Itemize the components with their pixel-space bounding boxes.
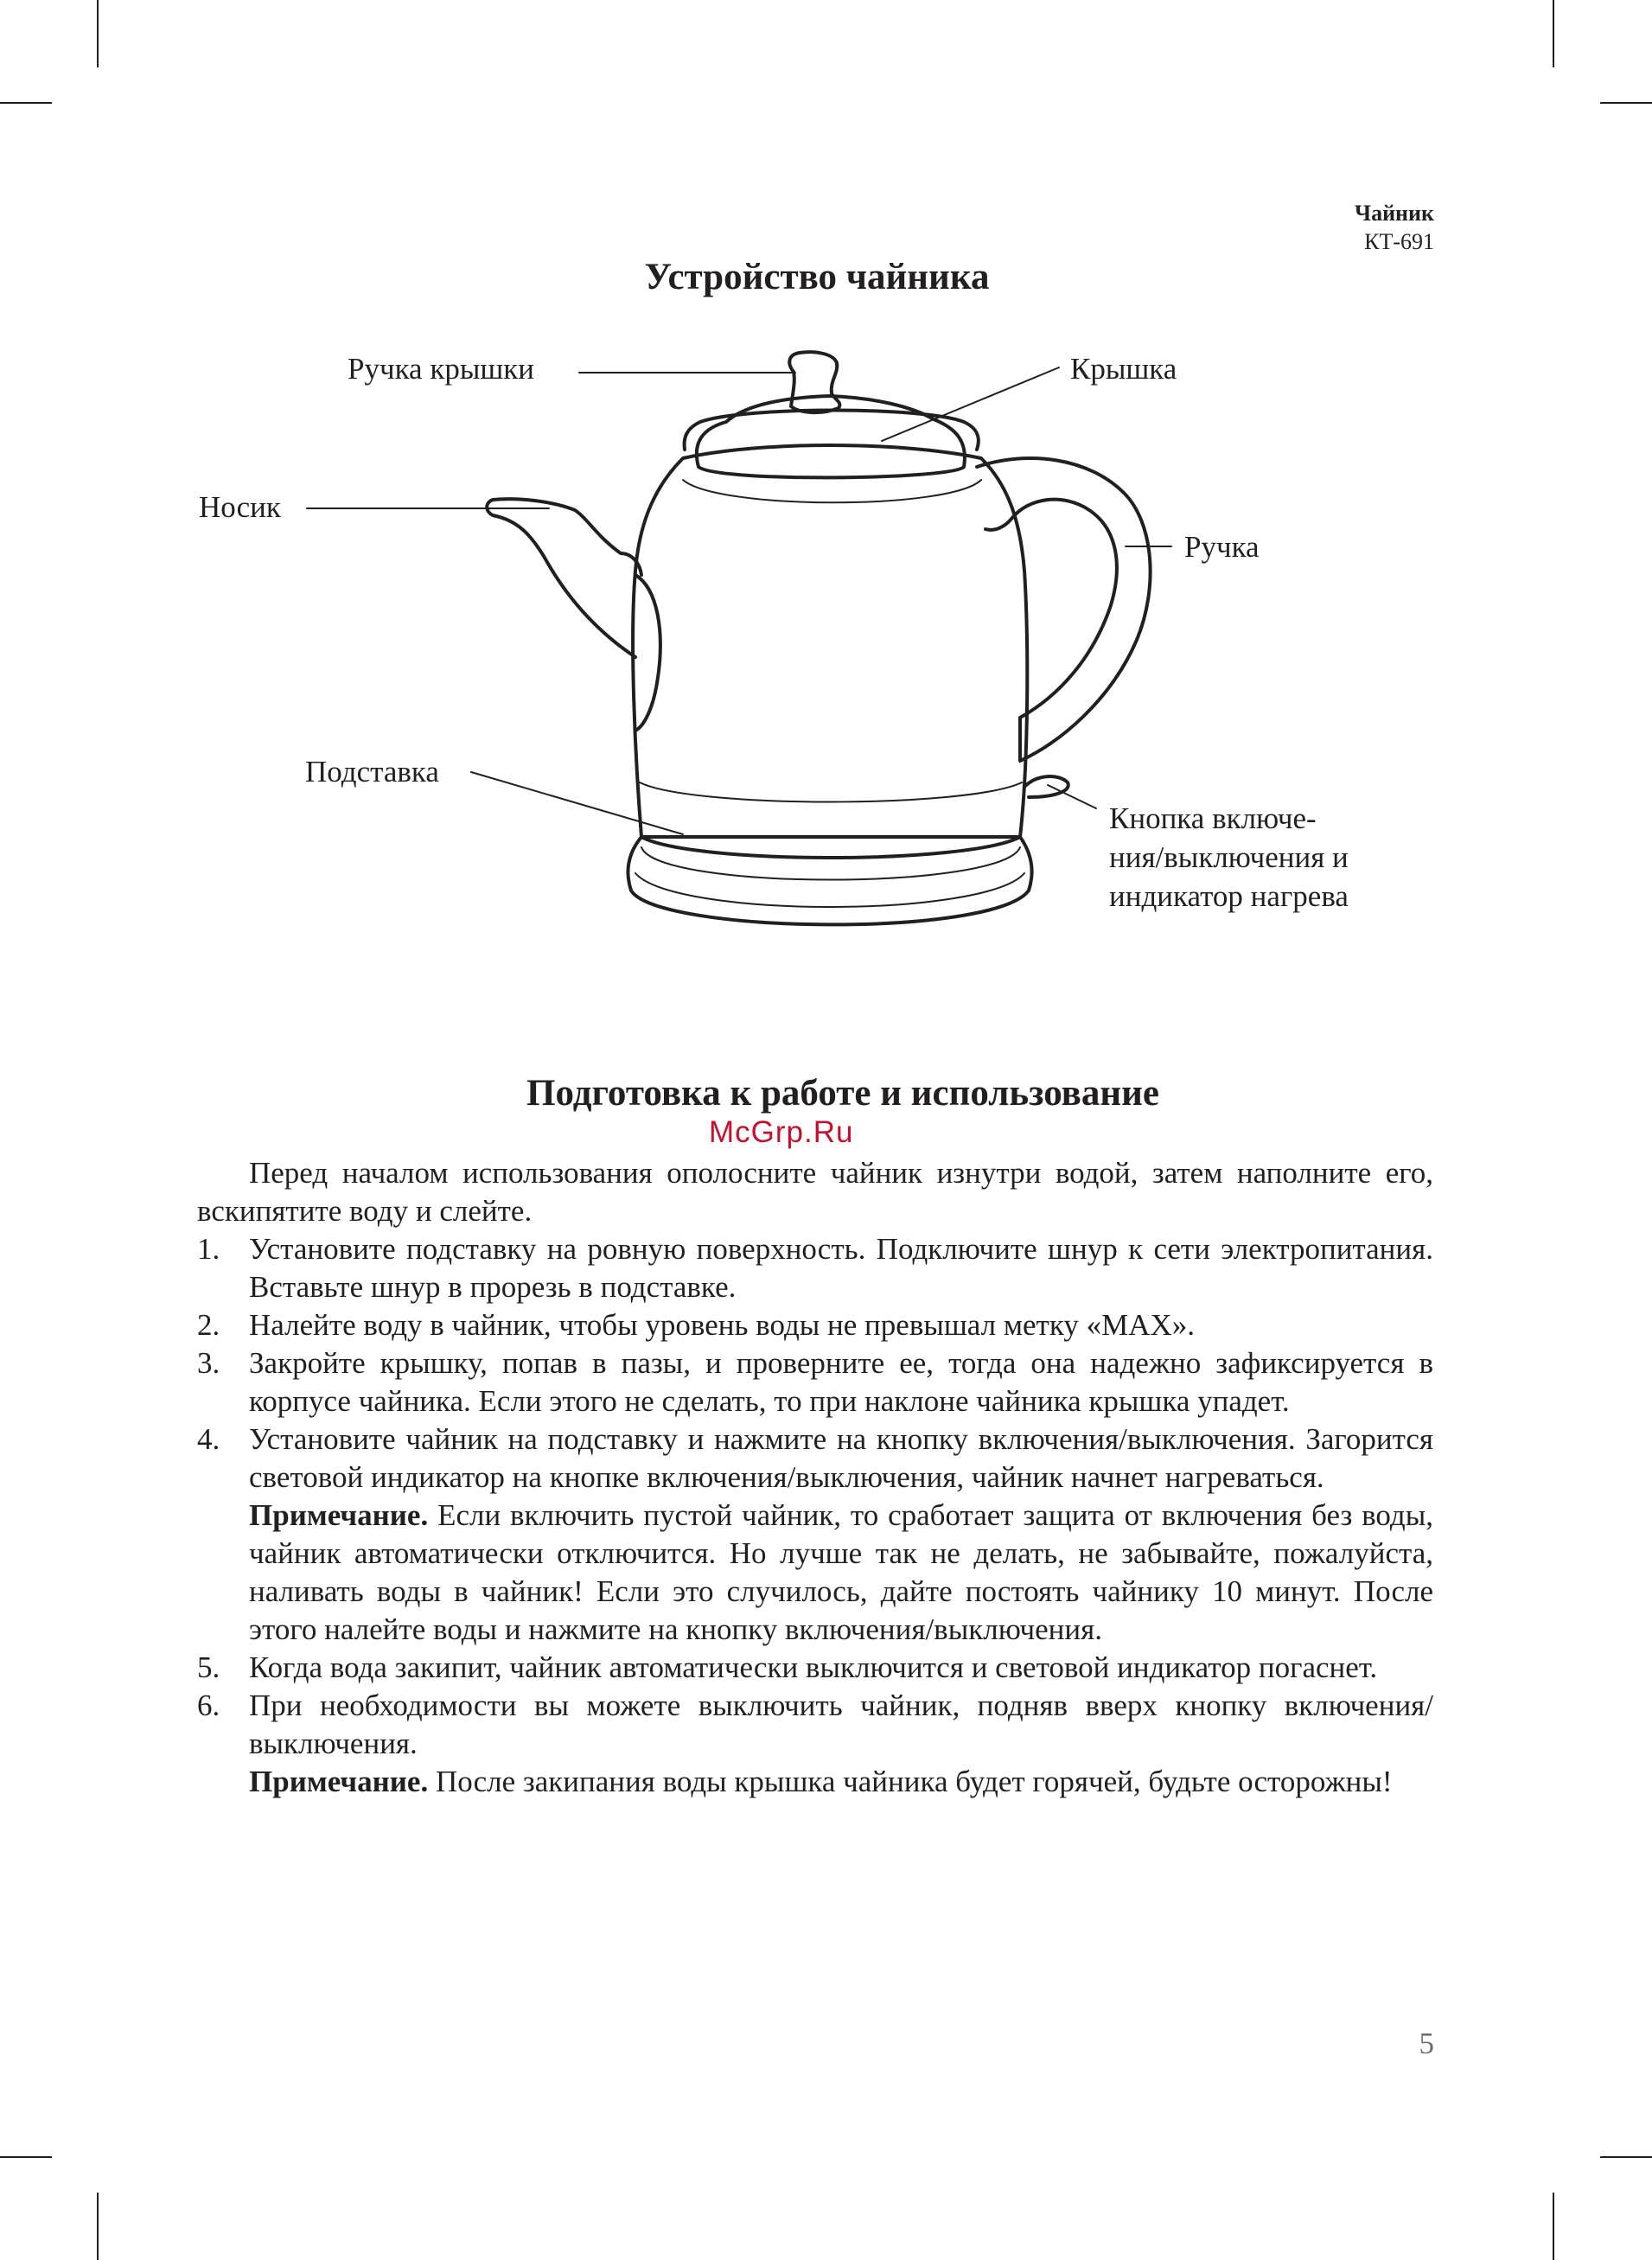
- step-text: Установите чайник на подставку и нажмите на кнопку включения/выключения. Загорится световой индикатор на кнопке включения/выключения, чайник начнет нагреваться.: [249, 1422, 1433, 1494]
- step-text: Закройте крышку, попав в пазы, и проверните ее, тогда она надежно зафиксируется в корпусе чайника. Если этого не сделать, то при наклоне чайника крышка упадет.: [249, 1346, 1433, 1418]
- crop-mark: [1600, 2156, 1652, 2158]
- list-item: [197, 1344, 1433, 1420]
- note-label: Примечание.: [249, 1765, 429, 1798]
- list-item: [197, 1687, 1433, 1801]
- label-button-line: индикатор нагрева: [1109, 879, 1349, 913]
- label-handle: Ручка: [1184, 530, 1260, 564]
- crop-mark: [0, 2156, 52, 2158]
- leader-line: [471, 772, 683, 834]
- label-lid-handle: Ручка крышки: [348, 352, 535, 386]
- step-text: Установите подставку на ровную поверхность. Подключите шнур к сети электропитания. Вставьте шнур в прорезь в подставке.: [249, 1232, 1433, 1304]
- label-base: Подставка: [305, 755, 439, 788]
- label-spout: Носик: [199, 490, 281, 524]
- lid-knob: [789, 352, 839, 412]
- prep-section-body: [197, 1154, 1433, 1801]
- product-name: Чайник: [1354, 201, 1434, 226]
- spout-inner: [635, 575, 660, 731]
- switch-outline: [1024, 776, 1068, 797]
- lid-dome: [697, 396, 965, 477]
- label-button-line: ния/выключения и: [1109, 840, 1349, 874]
- label-button: [1109, 799, 1349, 916]
- note-paragraph: [249, 1763, 1433, 1801]
- device-section-title: Устройство чайника: [644, 257, 990, 297]
- handle-outline: [977, 458, 1151, 761]
- watermark: McGrp.Ru: [709, 1115, 854, 1149]
- step-number: 2.: [197, 1308, 220, 1342]
- intro-paragraph: Перед началом использования ополосните чайник изнутри водой, затем наполните его, вскипятите воду и слейте.: [197, 1156, 1433, 1228]
- note-text: Если включить пустой чайник, то сработает защита от включения без воды, чайник автоматически отключится. Но лучше так не делать, не забывайте, пожалуйста, наливать воды в чайник! Если это случилось, дайте постоять чайнику 10 минут. После этого налейте воды и нажмите на кнопку включения/выключения.: [249, 1498, 1433, 1646]
- page-number: 5: [1419, 2027, 1434, 2060]
- prep-section-title: Подготовка к работе и использование: [526, 1073, 1159, 1114]
- step-number: 1.: [197, 1232, 220, 1266]
- lid-line: [683, 480, 981, 502]
- note-text: После закипания воды крышка чайника будет горячей, будьте осторожны!: [428, 1765, 1393, 1798]
- note-label: Примечание.: [249, 1498, 429, 1532]
- label-lid: Крышка: [1070, 352, 1177, 386]
- leader-line: [882, 367, 1059, 441]
- step-text: Когда вода закипит, чайник автоматически выключится и световой индикатор погаснет.: [249, 1650, 1378, 1684]
- leader-line: [1048, 785, 1096, 808]
- list-item: [197, 1420, 1433, 1649]
- step-number: 4.: [197, 1422, 220, 1456]
- label-button-line: Кнопка включе-: [1109, 801, 1317, 835]
- base-inner-ring: [635, 873, 1024, 907]
- list-item: [197, 1306, 1433, 1344]
- product-model: КТ-691: [1364, 229, 1434, 254]
- step-text: Налейте воду в чайник, чтобы уровень воды не превышал метку «MAX».: [249, 1308, 1196, 1342]
- body-outline: [633, 445, 1027, 858]
- body-band-line: [640, 782, 1022, 802]
- list-item: [197, 1230, 1433, 1306]
- step-number: 3.: [197, 1346, 220, 1380]
- list-item: [197, 1649, 1433, 1687]
- crop-mark: [97, 2193, 99, 2260]
- step-number: 5.: [197, 1650, 220, 1684]
- steps-list: [197, 1230, 1433, 1801]
- spout-outline: [487, 499, 641, 657]
- step-text: При необходимости вы можете выключить чайник, подняв вверх кнопку включения/выключения.: [249, 1689, 1433, 1760]
- note-paragraph: [249, 1497, 1433, 1649]
- crop-mark: [1553, 2193, 1554, 2260]
- step-number: 6.: [197, 1689, 220, 1722]
